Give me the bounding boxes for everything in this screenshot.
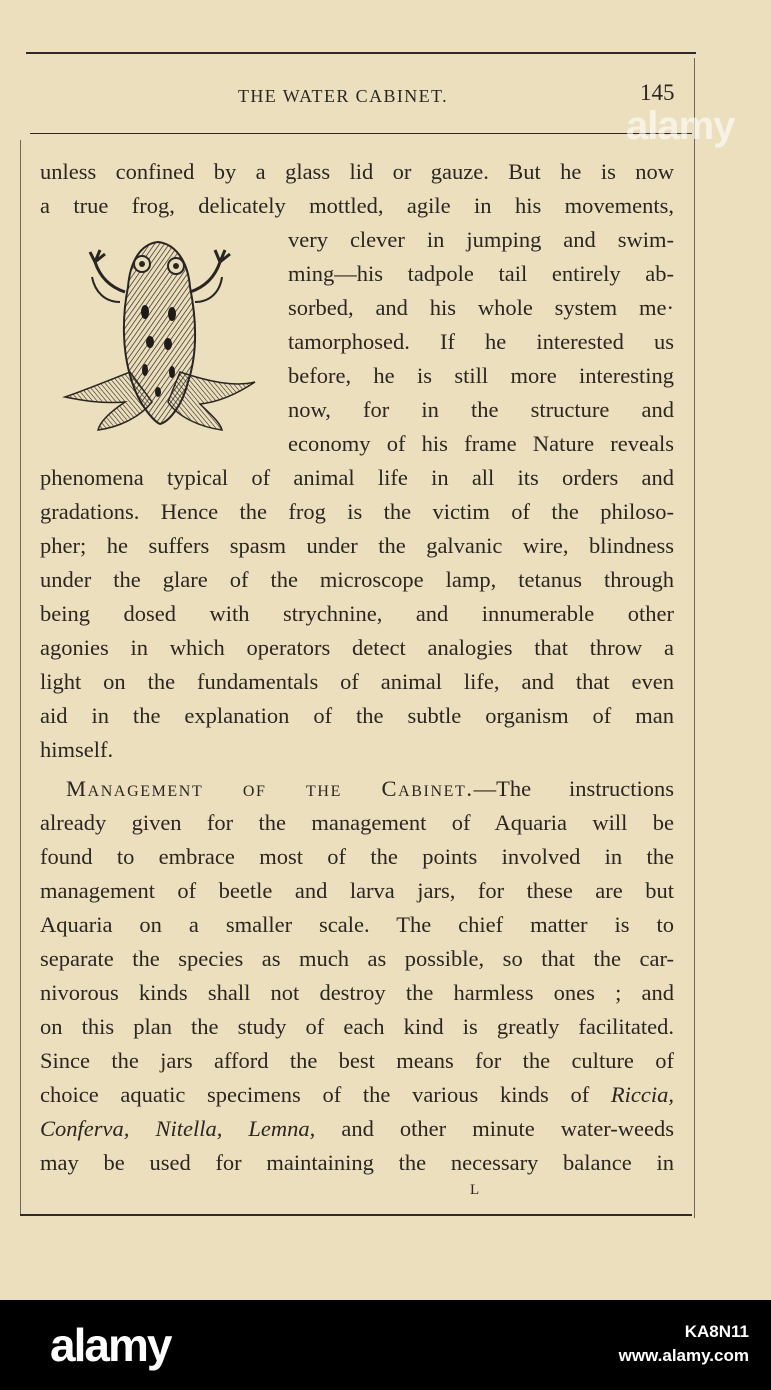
text-line: separate the species as much as possible, so that the car-: [40, 946, 674, 971]
text-line: nivorous kinds shall not destroy the harmless ones ; and: [40, 980, 674, 1005]
page-border-left: [20, 140, 21, 1215]
text-line: [40, 1112, 674, 1146]
text-line: aid in the explanation of the subtle organism of man: [40, 703, 674, 728]
text-line: management of beetle and larva jars, for these are but: [40, 878, 674, 903]
header-rule: [30, 133, 692, 134]
text-line: Since the jars afford the best means for the culture of: [40, 1048, 674, 1073]
watermark-footer: [0, 1300, 771, 1390]
text-line: before, he is still more interesting: [288, 363, 674, 388]
text-line: a true frog, delicately mottled, agile in his movements,: [40, 193, 674, 218]
text-line: under the glare of the microscope lamp, tetanus through: [40, 567, 674, 592]
page-number: 145: [640, 80, 675, 105]
text-line: very clever in jumping and swim-: [288, 227, 674, 252]
text-span: and other minute water-weeds: [341, 1116, 674, 1141]
footer-logo: alamy: [50, 1319, 171, 1371]
running-head: THE WATER CABINET.: [238, 86, 449, 106]
watermark-text: alamy: [626, 104, 735, 148]
text-span: choice aquatic specimens of the various kinds of: [40, 1082, 590, 1107]
section-heading: Management of the Cabinet.: [66, 776, 474, 801]
text-line: being dosed with strychnine, and innumerable other: [40, 601, 674, 626]
italic-term: Lemna,: [248, 1116, 316, 1141]
signature-mark: L: [470, 1182, 480, 1198]
section-heading-line: [66, 772, 674, 806]
page-border-right: [694, 58, 695, 1218]
text-line: phenomena typical of animal life in all its orders and: [40, 465, 674, 490]
text-line: economy of his frame Nature reveals: [288, 431, 674, 456]
text-line: found to embrace most of the points involved in the: [40, 844, 674, 869]
frog-engraving-icon: [60, 232, 260, 442]
text-line: himself.: [40, 737, 114, 762]
footer-url: www.alamy.com: [618, 1346, 749, 1365]
text-line: Aquaria on a smaller scale. The chief matter is to: [40, 912, 674, 937]
page-border-bottom: [20, 1214, 692, 1216]
italic-term: Riccia,: [610, 1082, 674, 1107]
image-id: KA8N11: [684, 1322, 749, 1341]
text-line: tamorphosed. If he interested us: [288, 329, 674, 354]
text-line: now, for in the structure and: [288, 397, 674, 422]
text-line: may be used for maintaining the necessary balance in: [40, 1150, 674, 1175]
text-line: pher; he suffers spasm under the galvanic wire, blindness: [40, 533, 674, 558]
text-line: agonies in which operators detect analogies that throw a: [40, 635, 674, 660]
italic-term: Conferva,: [40, 1116, 130, 1141]
text-line: sorbed, and his whole system me·: [288, 295, 674, 320]
text-line: [40, 1078, 674, 1112]
page-border-top: [26, 52, 696, 54]
text-line: unless confined by a glass lid or gauze. But he is now: [40, 159, 674, 184]
text-line: on this plan the study of each kind is greatly facilitated.: [40, 1014, 674, 1039]
section-heading-rest: —The instructions: [473, 776, 674, 801]
italic-term: Nitella,: [155, 1116, 223, 1141]
text-line: light on the fundamentals of animal life, and that even: [40, 669, 674, 694]
text-line: already given for the management of Aquaria will be: [40, 810, 674, 835]
text-line: ming—his tadpole tail entirely ab-: [288, 261, 674, 286]
text-line: gradations. Hence the frog is the victim of the philoso-: [40, 499, 674, 524]
